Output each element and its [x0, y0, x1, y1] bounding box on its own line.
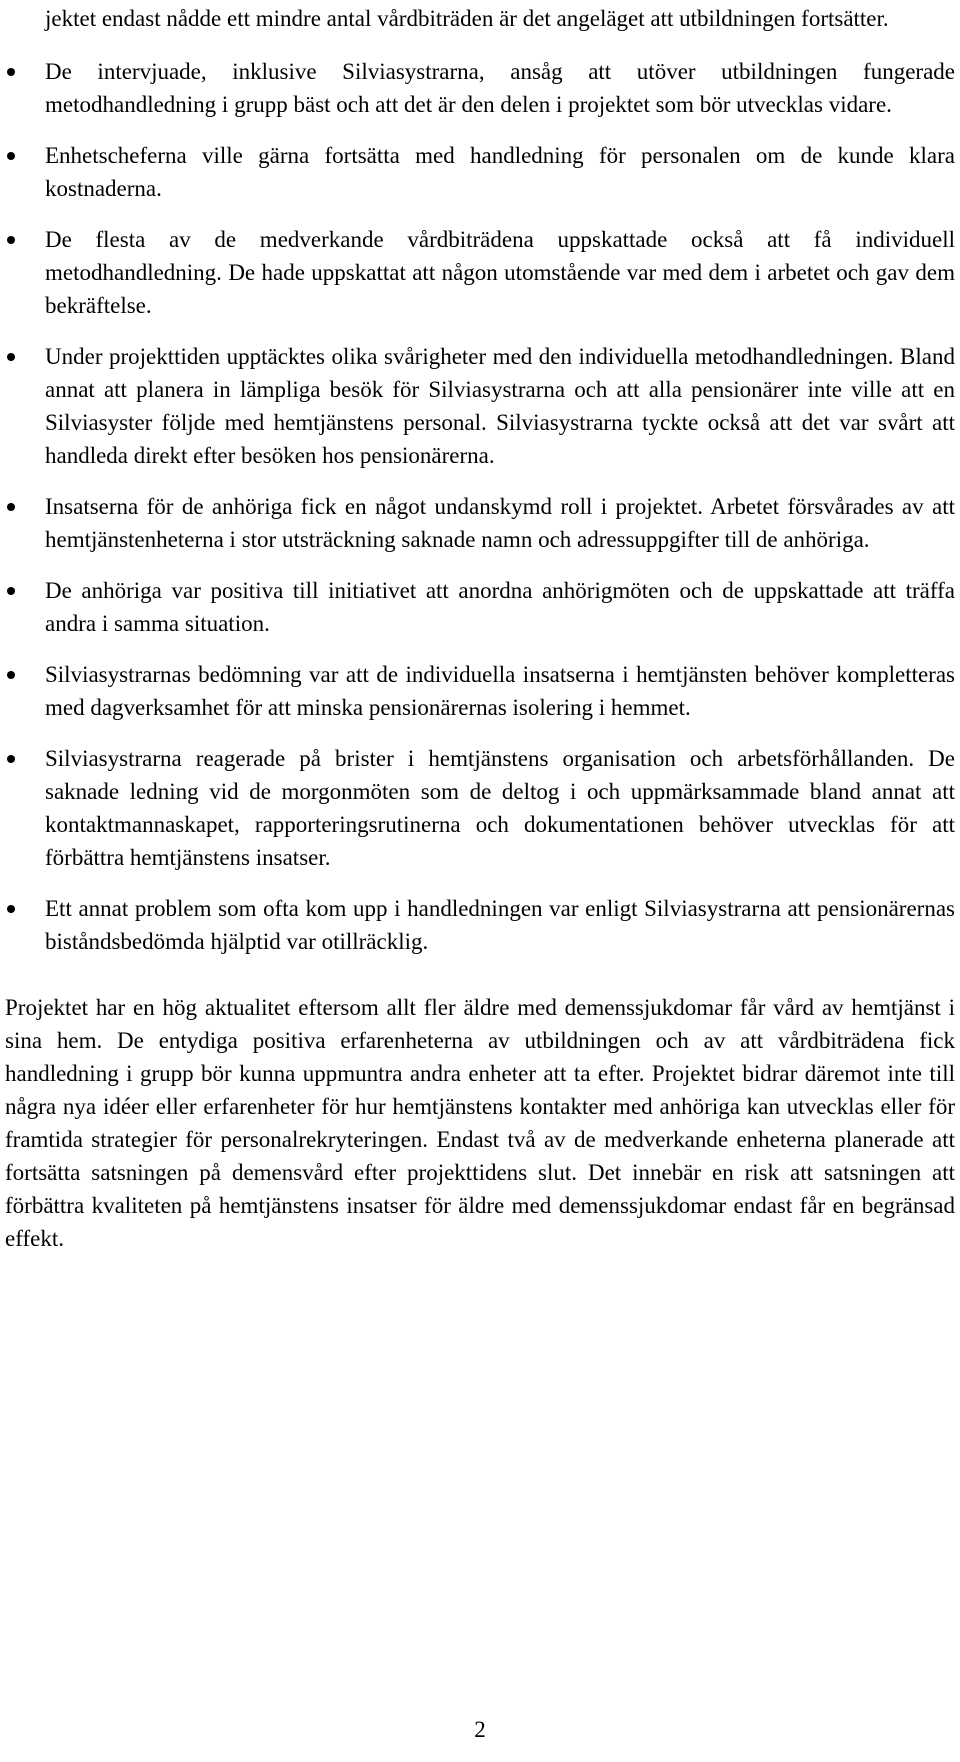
- bullet-text: De intervjuade, inklusive Silviasystrarna, ansåg att utöver utbildningen fungerade metodhandledning i grupp bäst och att det är den delen i projektet som bör utvecklas vidare.: [45, 59, 955, 117]
- bullet-icon: [7, 587, 15, 595]
- bullet-icon: [7, 755, 15, 763]
- bullet-item: [5, 574, 955, 640]
- bullet-item: [5, 55, 955, 121]
- document-page: [5, 0, 955, 1278]
- bullet-text: Insatserna för de anhöriga fick en något undanskymd roll i projektet. Arbetet försvårades av att hemtjänstenheterna i stor utsträckning saknade namn och adressuppgifter till de anhöriga.: [45, 494, 955, 552]
- bullet-text: Under projekttiden upptäcktes olika svårigheter med den individuella metodhandledningen. Bland annat att planera in lämpliga besök för Silviasystrarna och att alla pensionärer inte ville att en Silviasyster följde med hemtjänstens personal. Silviasystrarna tyckte också att det var svårt att handleda direkt efter besöken hos pensionärerna.: [45, 344, 955, 468]
- bullet-text: De flesta av de medverkande vårdbiträdena uppskattade också att få individuell metodhandledning. De hade uppskattat att någon utomstående var med dem i arbetet och gav dem bekräftelse.: [45, 227, 955, 318]
- closing-paragraph: Projektet har en hög aktualitet eftersom allt fler äldre med demenssjukdomar får vård av hemtjänst i sina hem. De entydiga positiva erfarenheterna av utbildningen och av att vårdbiträdena fick handledning i grupp bör kunna uppmuntra andra enheter att ta efter. Projektet bidrar däremot inte till några nya idéer eller erfarenheter för hur hemtjänstens kontakter med anhöriga kan utvecklas eller för framtida strategier för personalrekryteringen. Endast två av de medverkande enheterna planerade att fortsätta satsningen på demensvård efter projekttidens slut. Det innebär en risk att satsningen att förbättra kvaliteten på hemtjänstens insatser för äldre med demenssjukdomar endast får en begränsad effekt.: [5, 995, 955, 1251]
- bullet-icon: [7, 236, 15, 244]
- bullet-item: [5, 223, 955, 322]
- bullet-text: De anhöriga var positiva till initiativet att anordna anhörigmöten och de uppskattade att träffa andra i samma situation.: [45, 578, 955, 636]
- bullet-item: [5, 139, 955, 205]
- page-number: 2: [474, 1717, 486, 1742]
- bullet-item: [5, 490, 955, 556]
- bullet-list: [5, 55, 955, 958]
- bullet-item: [5, 742, 955, 874]
- bullet-icon: [7, 671, 15, 679]
- bullet-text: Silviasystrarnas bedömning var att de individuella insatserna i hemtjänsten behöver kompletteras med dagverksamhet för att minska pensionärernas isolering i hemmet.: [45, 662, 955, 720]
- bullet-item: [5, 892, 955, 958]
- bullet-item: [5, 658, 955, 724]
- bullet-icon: [7, 353, 15, 361]
- bullet-icon: [7, 503, 15, 511]
- bullet-icon: [7, 68, 15, 76]
- bullet-text: Silviasystrarna reagerade på brister i hemtjänstens organisation och arbetsförhållanden. De saknade ledning vid de morgonmöten som de deltog i och uppmärksammade bland annat att kontaktmannaskapet, rapporteringsrutinerna och dokumentationen behöver utvecklas för att förbättra hemtjänstens insatser.: [45, 746, 955, 870]
- bullet-text: Enhetscheferna ville gärna fortsätta med handledning för personalen om de kunde klara kostnaderna.: [45, 143, 955, 201]
- bullet-icon: [7, 152, 15, 160]
- bullet-item: [5, 340, 955, 472]
- bullet-icon: [7, 905, 15, 913]
- intro-continuation: jektet endast nådde ett mindre antal vårdbiträden är det angeläget att utbildningen fortsätter.: [45, 6, 889, 31]
- bullet-text: Ett annat problem som ofta kom upp i handledningen var enligt Silviasystrarna att pensionärernas biståndsbedömda hjälptid var otillräcklig.: [45, 896, 955, 954]
